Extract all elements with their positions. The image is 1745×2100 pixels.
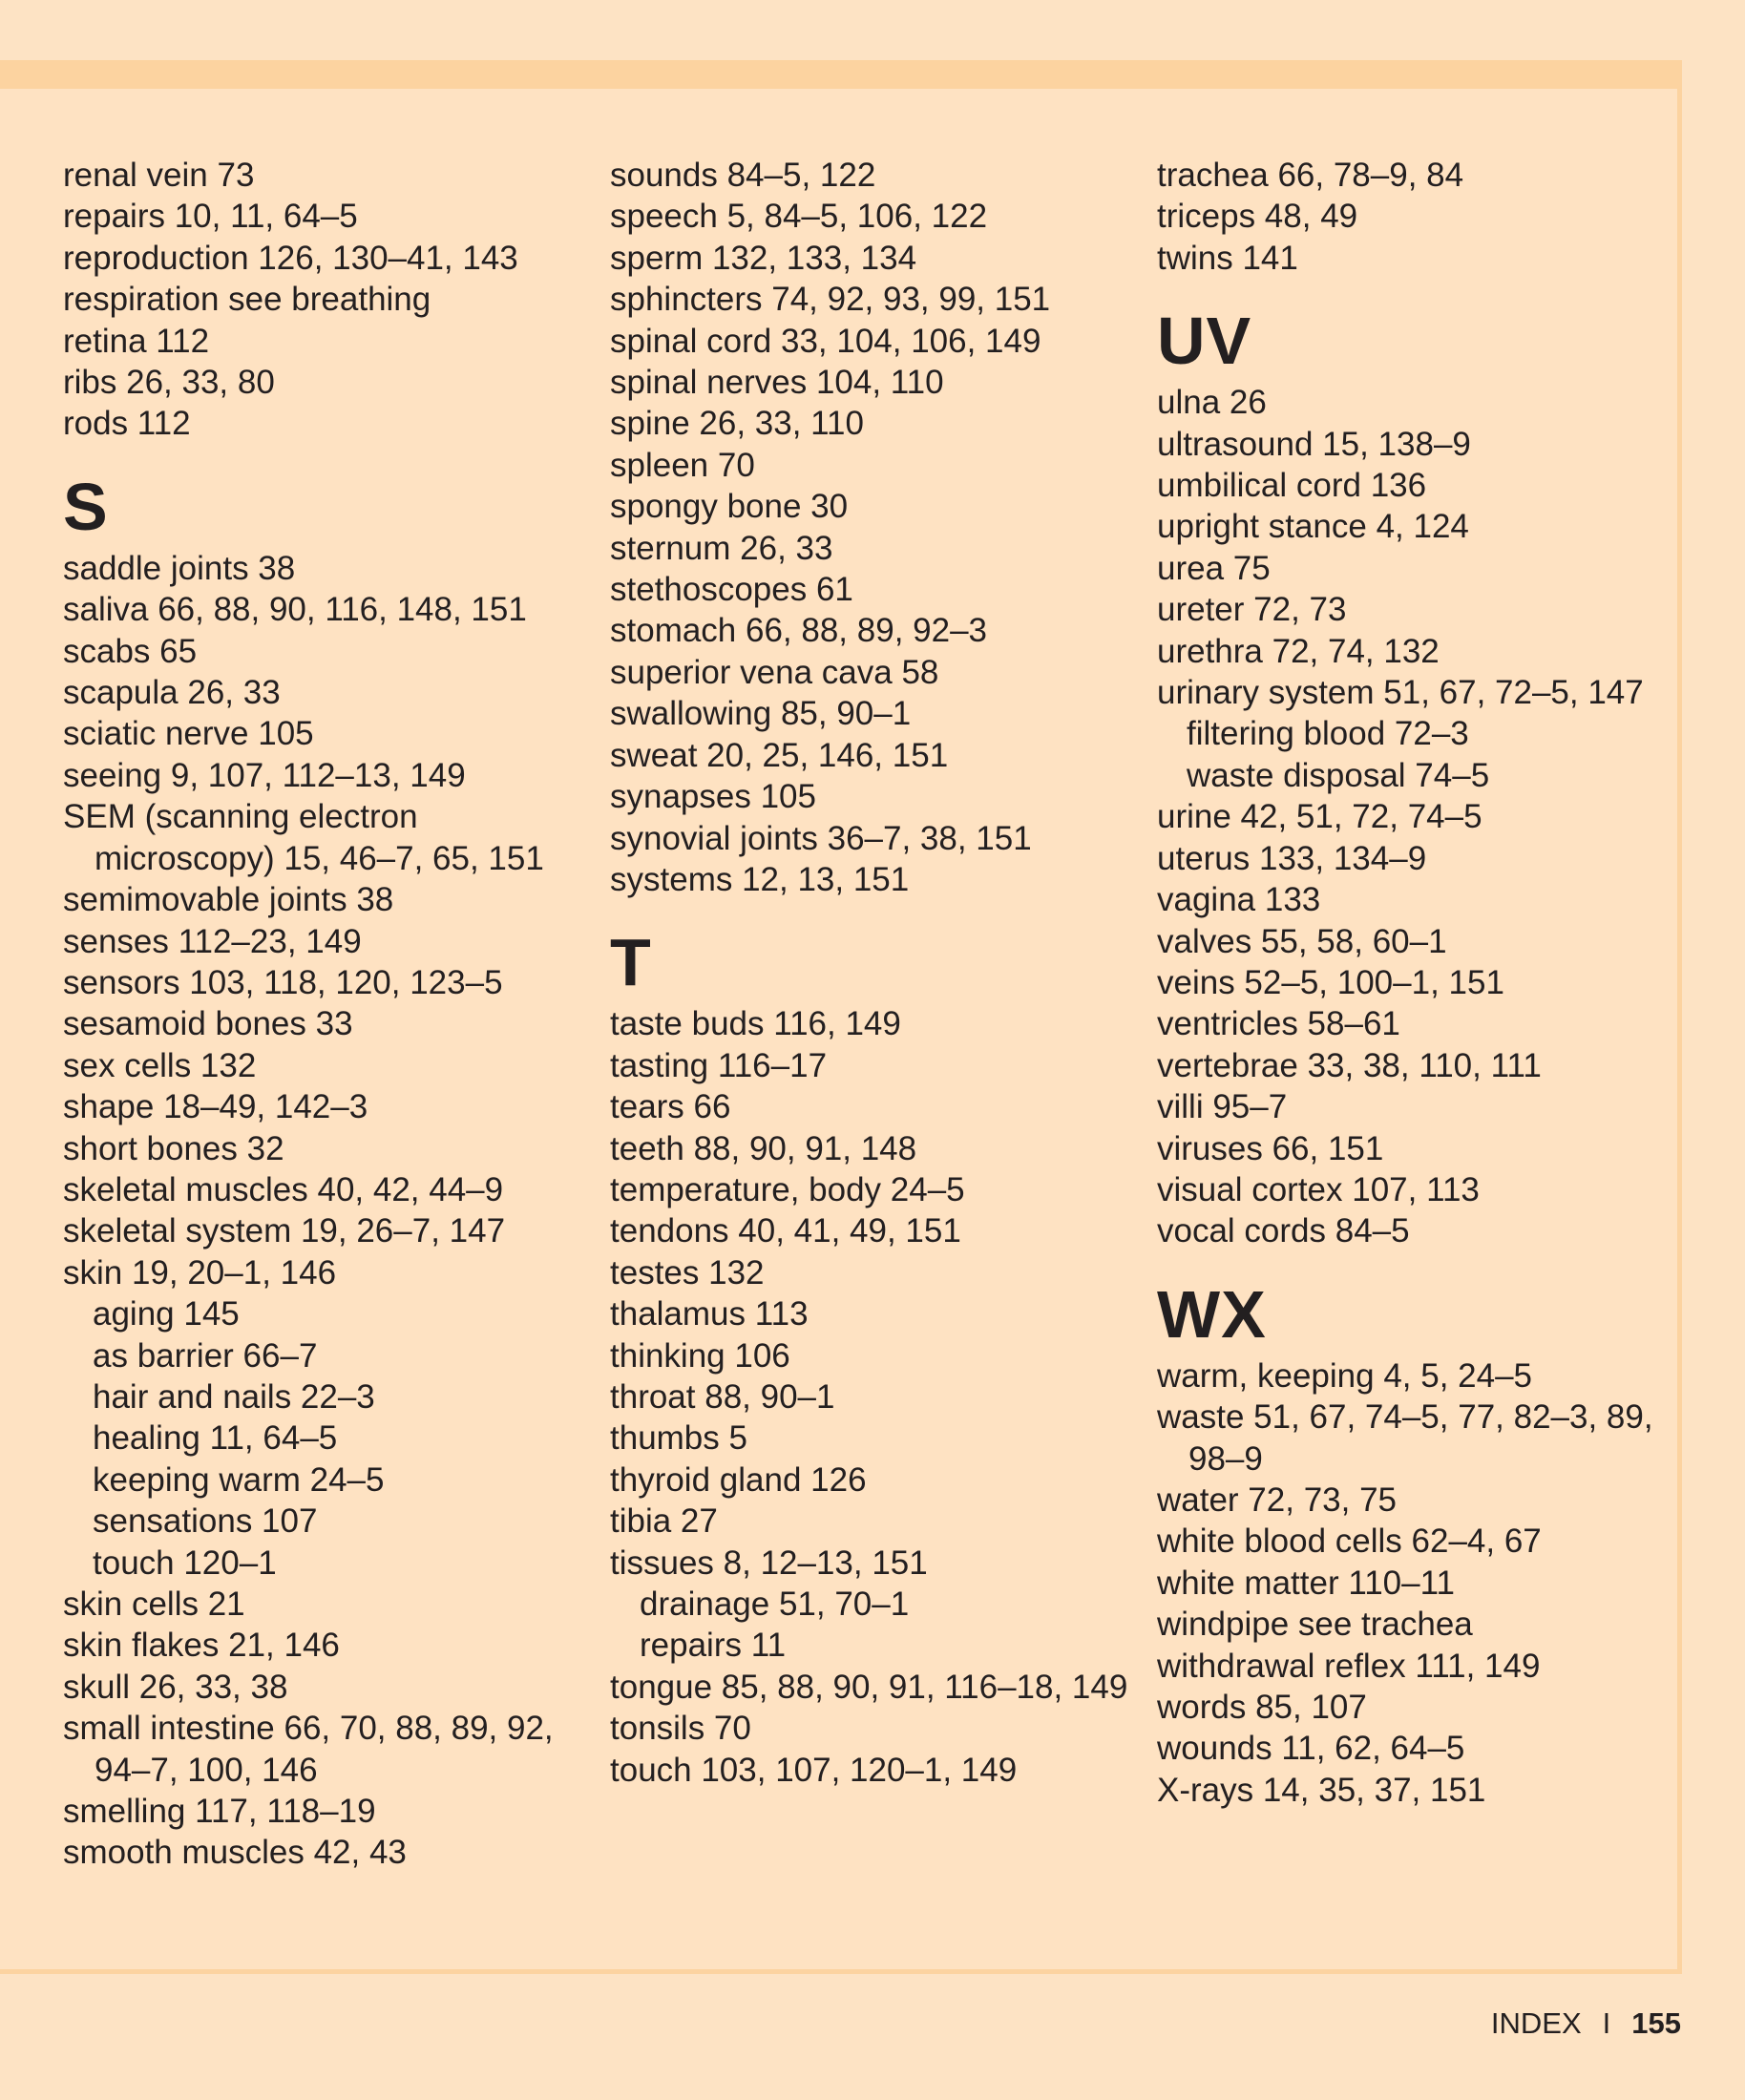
index-entry: veins 52–5, 100–1, 151	[1157, 963, 1504, 1001]
index-entry: throat 88, 90–1	[610, 1377, 835, 1416]
index-entry: sciatic nerve 105	[63, 715, 314, 753]
index-entry: vocal cords 84–5	[1157, 1212, 1410, 1250]
index-entry: touch 103, 107, 120–1, 149	[610, 1751, 1018, 1789]
index-entry: tears 66	[610, 1088, 731, 1126]
section-letter-heading: S	[63, 469, 109, 544]
index-entry: urethra 72, 74, 132	[1157, 632, 1440, 670]
index-subentry: sensations 107	[93, 1502, 318, 1541]
index-entry: thumbs 5	[610, 1419, 747, 1458]
index-subentry: hair and nails 22–3	[93, 1377, 375, 1416]
index-entry: windpipe see trachea	[1157, 1606, 1473, 1644]
index-entry: sperm 132, 133, 134	[610, 239, 917, 277]
section-label: INDEX	[1490, 2006, 1582, 2040]
index-entry: vagina 133	[1157, 881, 1321, 919]
index-entry: scabs 65	[63, 632, 198, 670]
index-entry: tongue 85, 88, 90, 91, 116–18, 149	[610, 1668, 1128, 1706]
index-subentry: aging 145	[93, 1295, 240, 1334]
index-subentry: touch 120–1	[93, 1544, 277, 1582]
page-footer	[1491, 2006, 1681, 2041]
index-subentry: repairs 11	[640, 1627, 787, 1665]
index-entry: shape 18–49, 142–3	[63, 1088, 368, 1126]
index-entry: scapula 26, 33	[63, 674, 281, 712]
index-subentry: keeping warm 24–5	[93, 1460, 385, 1499]
section-letter-heading: WX	[1157, 1276, 1267, 1352]
index-entry: viruses 66, 151	[1157, 1129, 1384, 1167]
index-entry: senses 112–23, 149	[63, 922, 362, 960]
index-entry: thinking 106	[610, 1336, 790, 1375]
index-entry: upright stance 4, 124	[1157, 508, 1469, 546]
index-entry: waste 51, 67, 74–5, 77, 82–3, 89, 98–9	[1157, 1398, 1653, 1478]
index-entry: synapses 105	[610, 778, 816, 816]
index-entry: systems 12, 13, 151	[610, 860, 910, 898]
index-entry: ulna 26	[1157, 384, 1267, 422]
index-entry: short bones 32	[63, 1129, 284, 1167]
index-entry: renal vein 73	[63, 157, 255, 194]
index-entry: tendons 40, 41, 49, 151	[610, 1212, 961, 1250]
index-entry: visual cortex 107, 113	[1157, 1170, 1480, 1208]
index-entry: vertebrae 33, 38, 110, 111	[1157, 1046, 1542, 1084]
index-entry: semimovable joints 38	[63, 881, 394, 919]
index-entry: twins 141	[1157, 239, 1298, 277]
index-entry: X-rays 14, 35, 37, 151	[1157, 1771, 1486, 1809]
index-entry: reproduction 126, 130–41, 143	[63, 239, 518, 277]
index-column-3	[1157, 155, 1692, 1811]
index-entry: testes 132	[610, 1253, 765, 1292]
index-entry: superior vena cava 58	[610, 653, 939, 691]
index-entry: valves 55, 58, 60–1	[1157, 922, 1447, 960]
index-entry: sex cells 132	[63, 1046, 257, 1084]
index-entry: withdrawal reflex 111, 149	[1157, 1647, 1541, 1685]
index-subentry: waste disposal 74–5	[1187, 756, 1490, 794]
index-entry: wounds 11, 62, 64–5	[1157, 1730, 1465, 1768]
index-entry: white matter 110–11	[1157, 1564, 1455, 1602]
index-entry: spinal nerves 104, 110	[610, 364, 944, 402]
index-entry: ultrasound 15, 138–9	[1157, 425, 1471, 463]
index-entry: smelling 117, 118–19	[63, 1793, 376, 1831]
index-entry: smooth muscles 42, 43	[63, 1834, 407, 1872]
index-panel	[0, 89, 1682, 1974]
index-entry: sesamoid bones 33	[63, 1005, 353, 1043]
index-entry: sounds 84–5, 122	[610, 157, 876, 194]
index-subentry: drainage 51, 70–1	[640, 1586, 910, 1623]
index-entry: synovial joints 36–7, 38, 151	[610, 819, 1032, 857]
index-entry: stethoscopes 61	[610, 571, 853, 609]
index-entry: triceps 48, 49	[1157, 198, 1358, 236]
index-entry: tonsils 70	[610, 1710, 751, 1748]
index-entry: tissues 8, 12–13, 151	[610, 1544, 928, 1582]
index-entry: sweat 20, 25, 146, 151	[610, 736, 949, 774]
index-entry: skin cells 21	[63, 1586, 245, 1623]
top-decorative-band	[0, 60, 1682, 89]
index-entry: temperature, body 24–5	[610, 1170, 965, 1208]
index-entry: sphincters 74, 92, 93, 99, 151	[610, 281, 1051, 319]
index-entry: thalamus 113	[610, 1295, 809, 1334]
index-entry: skull 26, 33, 38	[63, 1668, 288, 1706]
page-number: 155	[1631, 2006, 1681, 2040]
index-entry: rods 112	[63, 405, 191, 443]
footer-separator: I	[1602, 2006, 1611, 2040]
section-letter-heading: UV	[1157, 304, 1252, 379]
index-entry: taste buds 116, 149	[610, 1005, 901, 1043]
index-entry: seeing 9, 107, 112–13, 149	[63, 756, 466, 794]
index-entry: repairs 10, 11, 64–5	[63, 198, 358, 236]
index-entry: urea 75	[1157, 549, 1271, 587]
section-letter-heading: T	[610, 925, 652, 1000]
index-entry: water 72, 73, 75	[1157, 1480, 1397, 1519]
index-entry: sternum 26, 33	[610, 529, 833, 567]
index-entry: thyroid gland 126	[610, 1460, 867, 1499]
index-entry: spongy bone 30	[610, 488, 849, 526]
index-entry: warm, keeping 4, 5, 24–5	[1157, 1356, 1533, 1395]
index-entry: skin 19, 20–1, 146	[63, 1253, 337, 1292]
index-entry: tasting 116–17	[610, 1046, 828, 1084]
index-entry: white blood cells 62–4, 67	[1157, 1522, 1542, 1561]
index-entry: retina 112	[63, 322, 210, 360]
index-column-1	[63, 155, 598, 1874]
index-entry: teeth 88, 90, 91, 148	[610, 1129, 917, 1167]
index-entry: small intestine 66, 70, 88, 89, 92, 94–7, 100, 146	[63, 1710, 554, 1789]
index-entry: sensors 103, 118, 120, 123–5	[63, 963, 503, 1001]
index-entry: ureter 72, 73	[1157, 591, 1347, 629]
index-subentry: as barrier 66–7	[93, 1336, 318, 1375]
index-entry: SEM (scanning electron microscopy) 15, 46–7, 65, 151	[63, 798, 544, 877]
index-entry: spine 26, 33, 110	[610, 405, 864, 443]
index-column-2	[610, 155, 1145, 1791]
index-entry: urine 42, 51, 72, 74–5	[1157, 798, 1482, 836]
index-entry: skeletal muscles 40, 42, 44–9	[63, 1170, 504, 1208]
index-entry: saddle joints 38	[63, 549, 296, 587]
index-entry: spleen 70	[610, 446, 755, 484]
index-entry: skin flakes 21, 146	[63, 1627, 340, 1665]
index-entry: respiration see breathing	[63, 281, 431, 319]
index-entry: words 85, 107	[1157, 1689, 1367, 1726]
index-entry: villi 95–7	[1157, 1088, 1288, 1126]
index-entry: swallowing 85, 90–1	[610, 695, 912, 733]
index-entry: speech 5, 84–5, 106, 122	[610, 198, 988, 236]
index-entry: trachea 66, 78–9, 84	[1157, 157, 1464, 194]
index-subentry: filtering blood 72–3	[1187, 715, 1469, 753]
index-entry: uterus 133, 134–9	[1157, 839, 1427, 877]
index-subentry: healing 11, 64–5	[93, 1419, 338, 1458]
index-entry: saliva 66, 88, 90, 116, 148, 151	[63, 591, 527, 629]
index-entry: ventricles 58–61	[1157, 1005, 1400, 1043]
index-entry: ribs 26, 33, 80	[63, 364, 275, 402]
index-entry: spinal cord 33, 104, 106, 149	[610, 322, 1041, 360]
index-entry: skeletal system 19, 26–7, 147	[63, 1212, 506, 1250]
index-entry: urinary system 51, 67, 72–5, 147	[1157, 674, 1644, 712]
index-entry: umbilical cord 136	[1157, 467, 1427, 505]
index-entry: tibia 27	[610, 1502, 718, 1541]
index-entry: stomach 66, 88, 89, 92–3	[610, 612, 987, 650]
